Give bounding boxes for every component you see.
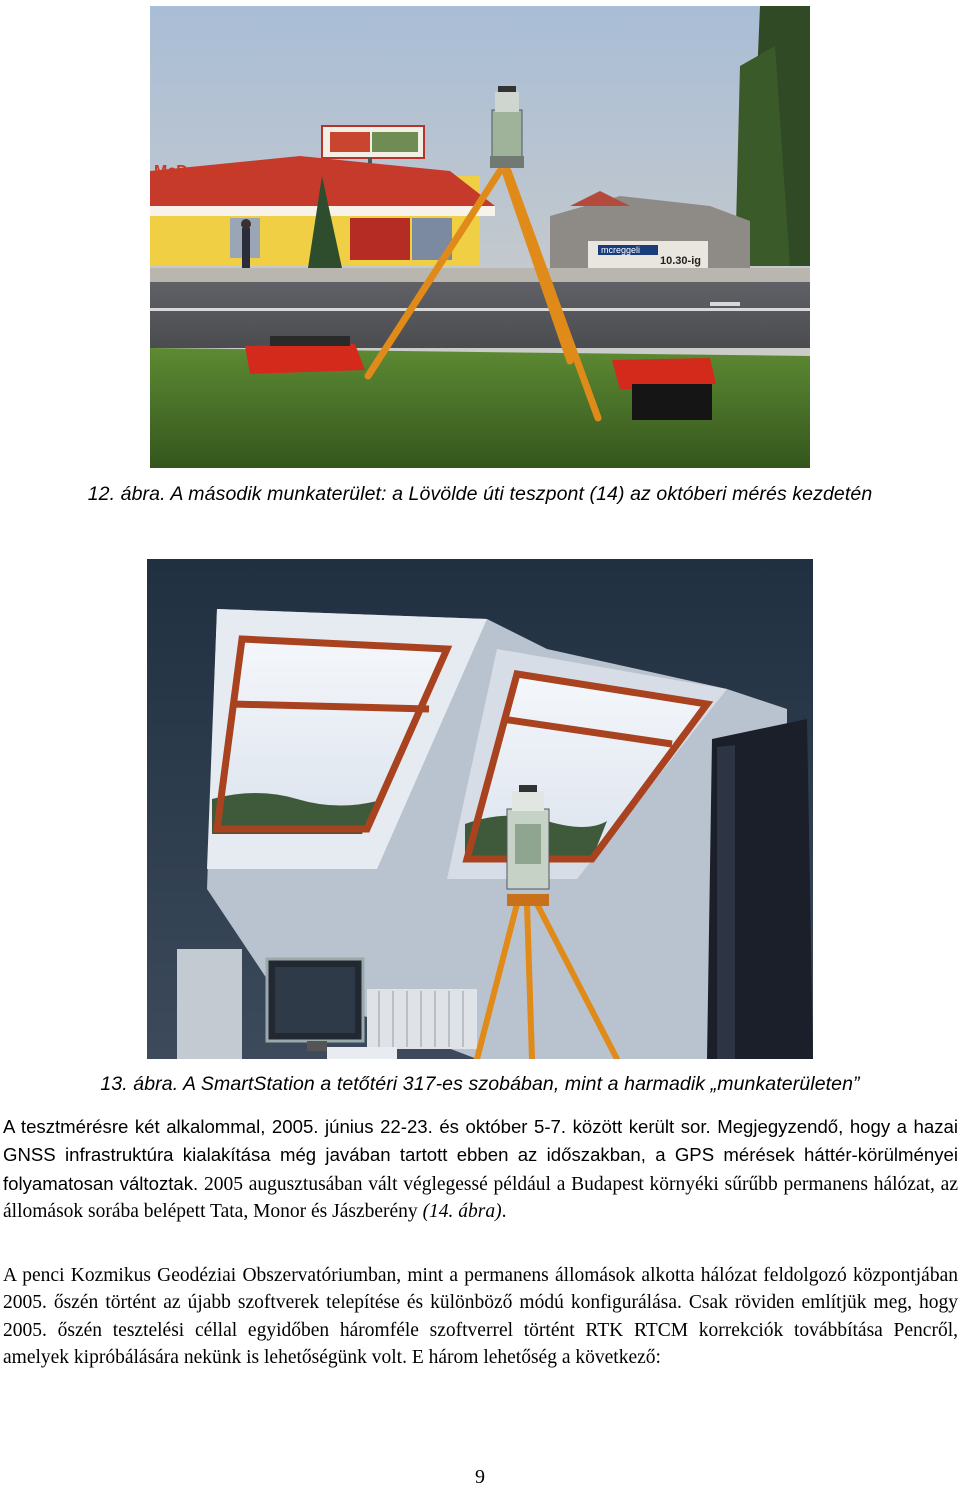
paragraph-1-end: . <box>501 1200 507 1222</box>
body-paragraph-2: A penci Kozmikus Geodéziai Obszervatóriumban, mint a permanens állomások alkotta hálózat feldolgozó központjában 2005. őszén történt az újabb szoftverek telepítése és különböző módú konfigurálása. Csak röviden említjük meg, hogy 2005. őszén tesztelési céllal egyidőben háromféle szoftverrel történt RTK RTCM korrekciók továbbítása Pencről, amelyek kipróbálására nekünk is lehetőségünk volt. E három lehetőség a következő: <box>3 1265 958 1368</box>
paragraph-1-sans-run: A tesztmérésre két alkalommal, 2005. június 22-23. és október 5-7. között került sor. Megjegyzendő, hogy a hazai GNSS infrastruktúra kialakítása még javában tartott ebben az időszakban, a GPS mérések háttér-körülményei folyamatosan változtak. <box>3 1116 958 1194</box>
mcdonalds-sign: McDonald's <box>154 163 244 180</box>
outdoor-survey-photo <box>150 6 810 468</box>
page-number: 9 <box>475 1466 485 1488</box>
figure-reference-link[interactable]: (14. ábra) <box>422 1200 502 1222</box>
paragraph-1-serif-run: 2005 augusztusában vált véglegessé például a Budapest környéki sűrűbb permanens hálózat, az állomások sorába belépett Tata, Monor és Jászberény <box>3 1173 958 1222</box>
figure-13-caption: 13. ábra. A SmartStation a tetőtéri 317-es szobában, mint a harmadik „munkaterületen” <box>100 1073 860 1095</box>
banner-mcreggeli: mcreggeli <box>601 245 641 255</box>
attic-room-photo <box>147 559 813 1059</box>
body-paragraph-1 <box>3 1113 958 1225</box>
figure-12-caption: 12. ábra. A második munkaterület: a Lövölde úti teszpont (14) az októberi mérés kezdetén <box>87 483 873 505</box>
banner-time: 10.30-ig <box>660 255 701 267</box>
